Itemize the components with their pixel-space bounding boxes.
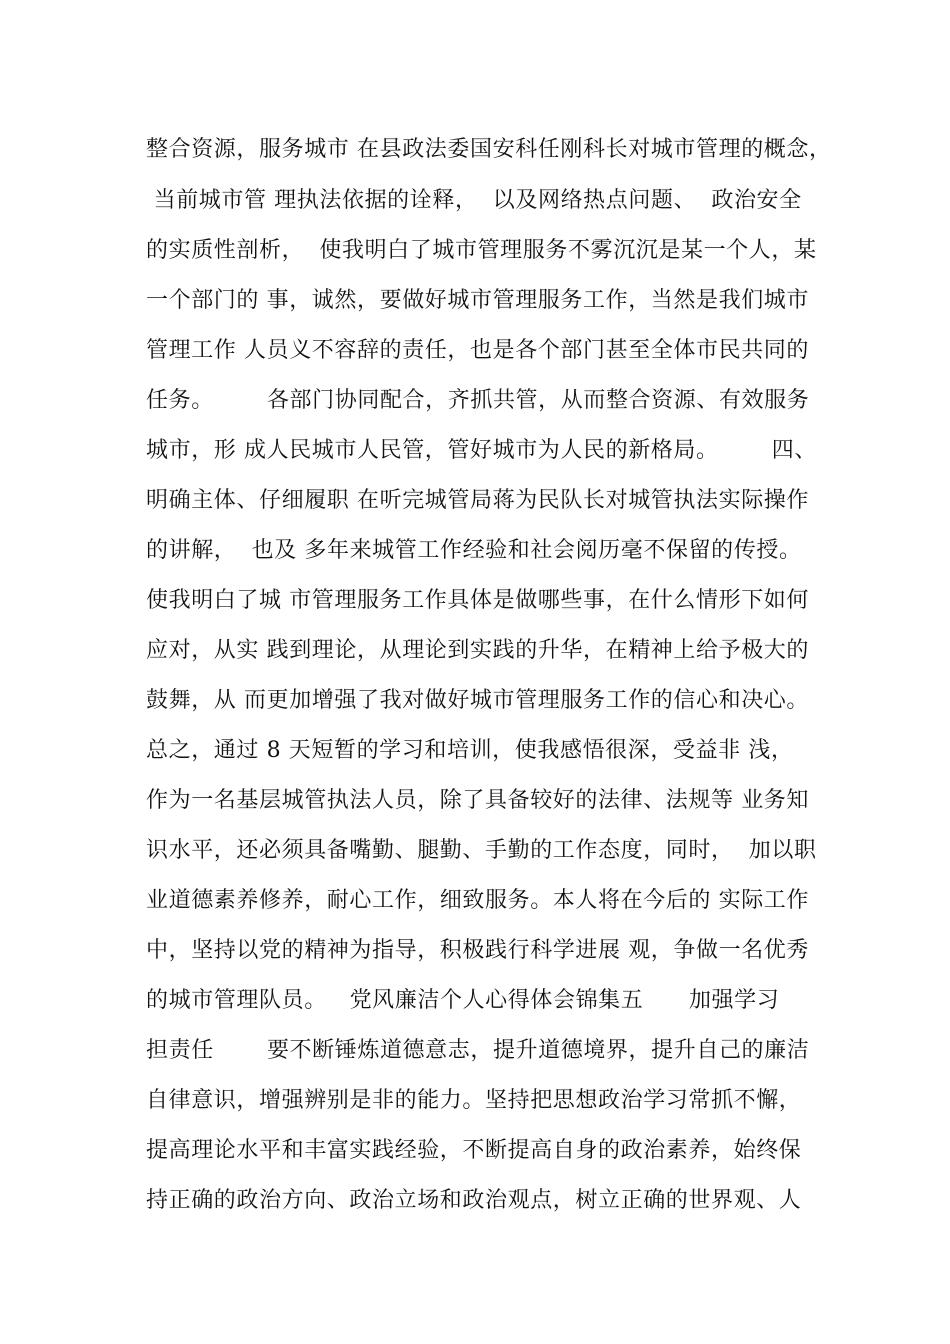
- text-line: 总之，通过 8 天短暂的学习和培训，使我感悟很深，受益非 浅，: [146, 738, 794, 763]
- text-line: 的讲解， 也及 多年来城管工作经验和社会阅历毫不保留的传授。: [146, 538, 802, 563]
- text-line: 整合资源，服务城市 在县政法委国安科任刚科长对城市管理的概念，: [146, 137, 832, 162]
- text-line: 自律意识，增强辨别是非的能力。坚持把思想政治学习常抓不懈，: [146, 1088, 802, 1113]
- text-line: 任务。 各部门协同配合，齐抓共管，从而整合资源、有效服务: [146, 388, 810, 413]
- text-line: 识水平，还必须具备嘴勤、腿勤、手勤的工作态度，同时， 加以职: [146, 838, 817, 863]
- text-line: 的城市管理队员。 党风廉洁个人心得体会锦集五 加强学习: [146, 988, 780, 1013]
- text-line: 持正确的政治方向、政治立场和政治观点，树立正确的世界观、人: [146, 1188, 802, 1213]
- text-line: 城市，形 成人民城市人民管，管好城市为人民的新格局。 四、: [146, 438, 817, 463]
- text-line: 应对，从实 践到理论，从理论到实践的升华，在精神上给予极大的: [146, 638, 809, 663]
- text-line: 明确主体、仔细履职 在听完城管局蒋为民队长对城管执法实际操作: [146, 488, 809, 513]
- text-line: 中，坚持以党的精神为指导，积极践行科学进展 观，争做一名优秀: [146, 938, 809, 963]
- text-line: 一个部门的 事，诚然，要做好城市管理服务工作，当然是我们城市: [146, 288, 809, 313]
- text-line: 管理工作 人员义不容辞的责任，也是各个部门甚至全体市民共同的: [146, 338, 809, 363]
- text-line: 业道德素养修养，耐心工作，细致服务。本人将在今后的 实际工作: [146, 888, 809, 913]
- text-line: 担责任 要不断锤炼道德意志，提升道德境界，提升自己的廉洁: [146, 1038, 810, 1063]
- text-line: 使我明白了城 市管理服务工作具体是做哪些事，在什么情形下如何: [146, 588, 809, 613]
- text-line: 鼓舞，从 而更加增强了我对做好城市管理服务工作的信心和决心。: [146, 688, 809, 713]
- text-line: 当前城市管 理执法依据的诠释， 以及网络热点问题、 政治安全: [146, 188, 802, 213]
- text-line: 作为一名基层城管执法人员，除了具备较好的法律、法规等 业务知: [146, 788, 809, 813]
- text-line: 的实质性剖析， 使我明白了城市管理服务不雾沉沉是某一个人，某: [146, 238, 817, 263]
- text-line: 提高理论水平和丰富实践经验，不断提高自身的政治素养，始终保: [146, 1138, 802, 1163]
